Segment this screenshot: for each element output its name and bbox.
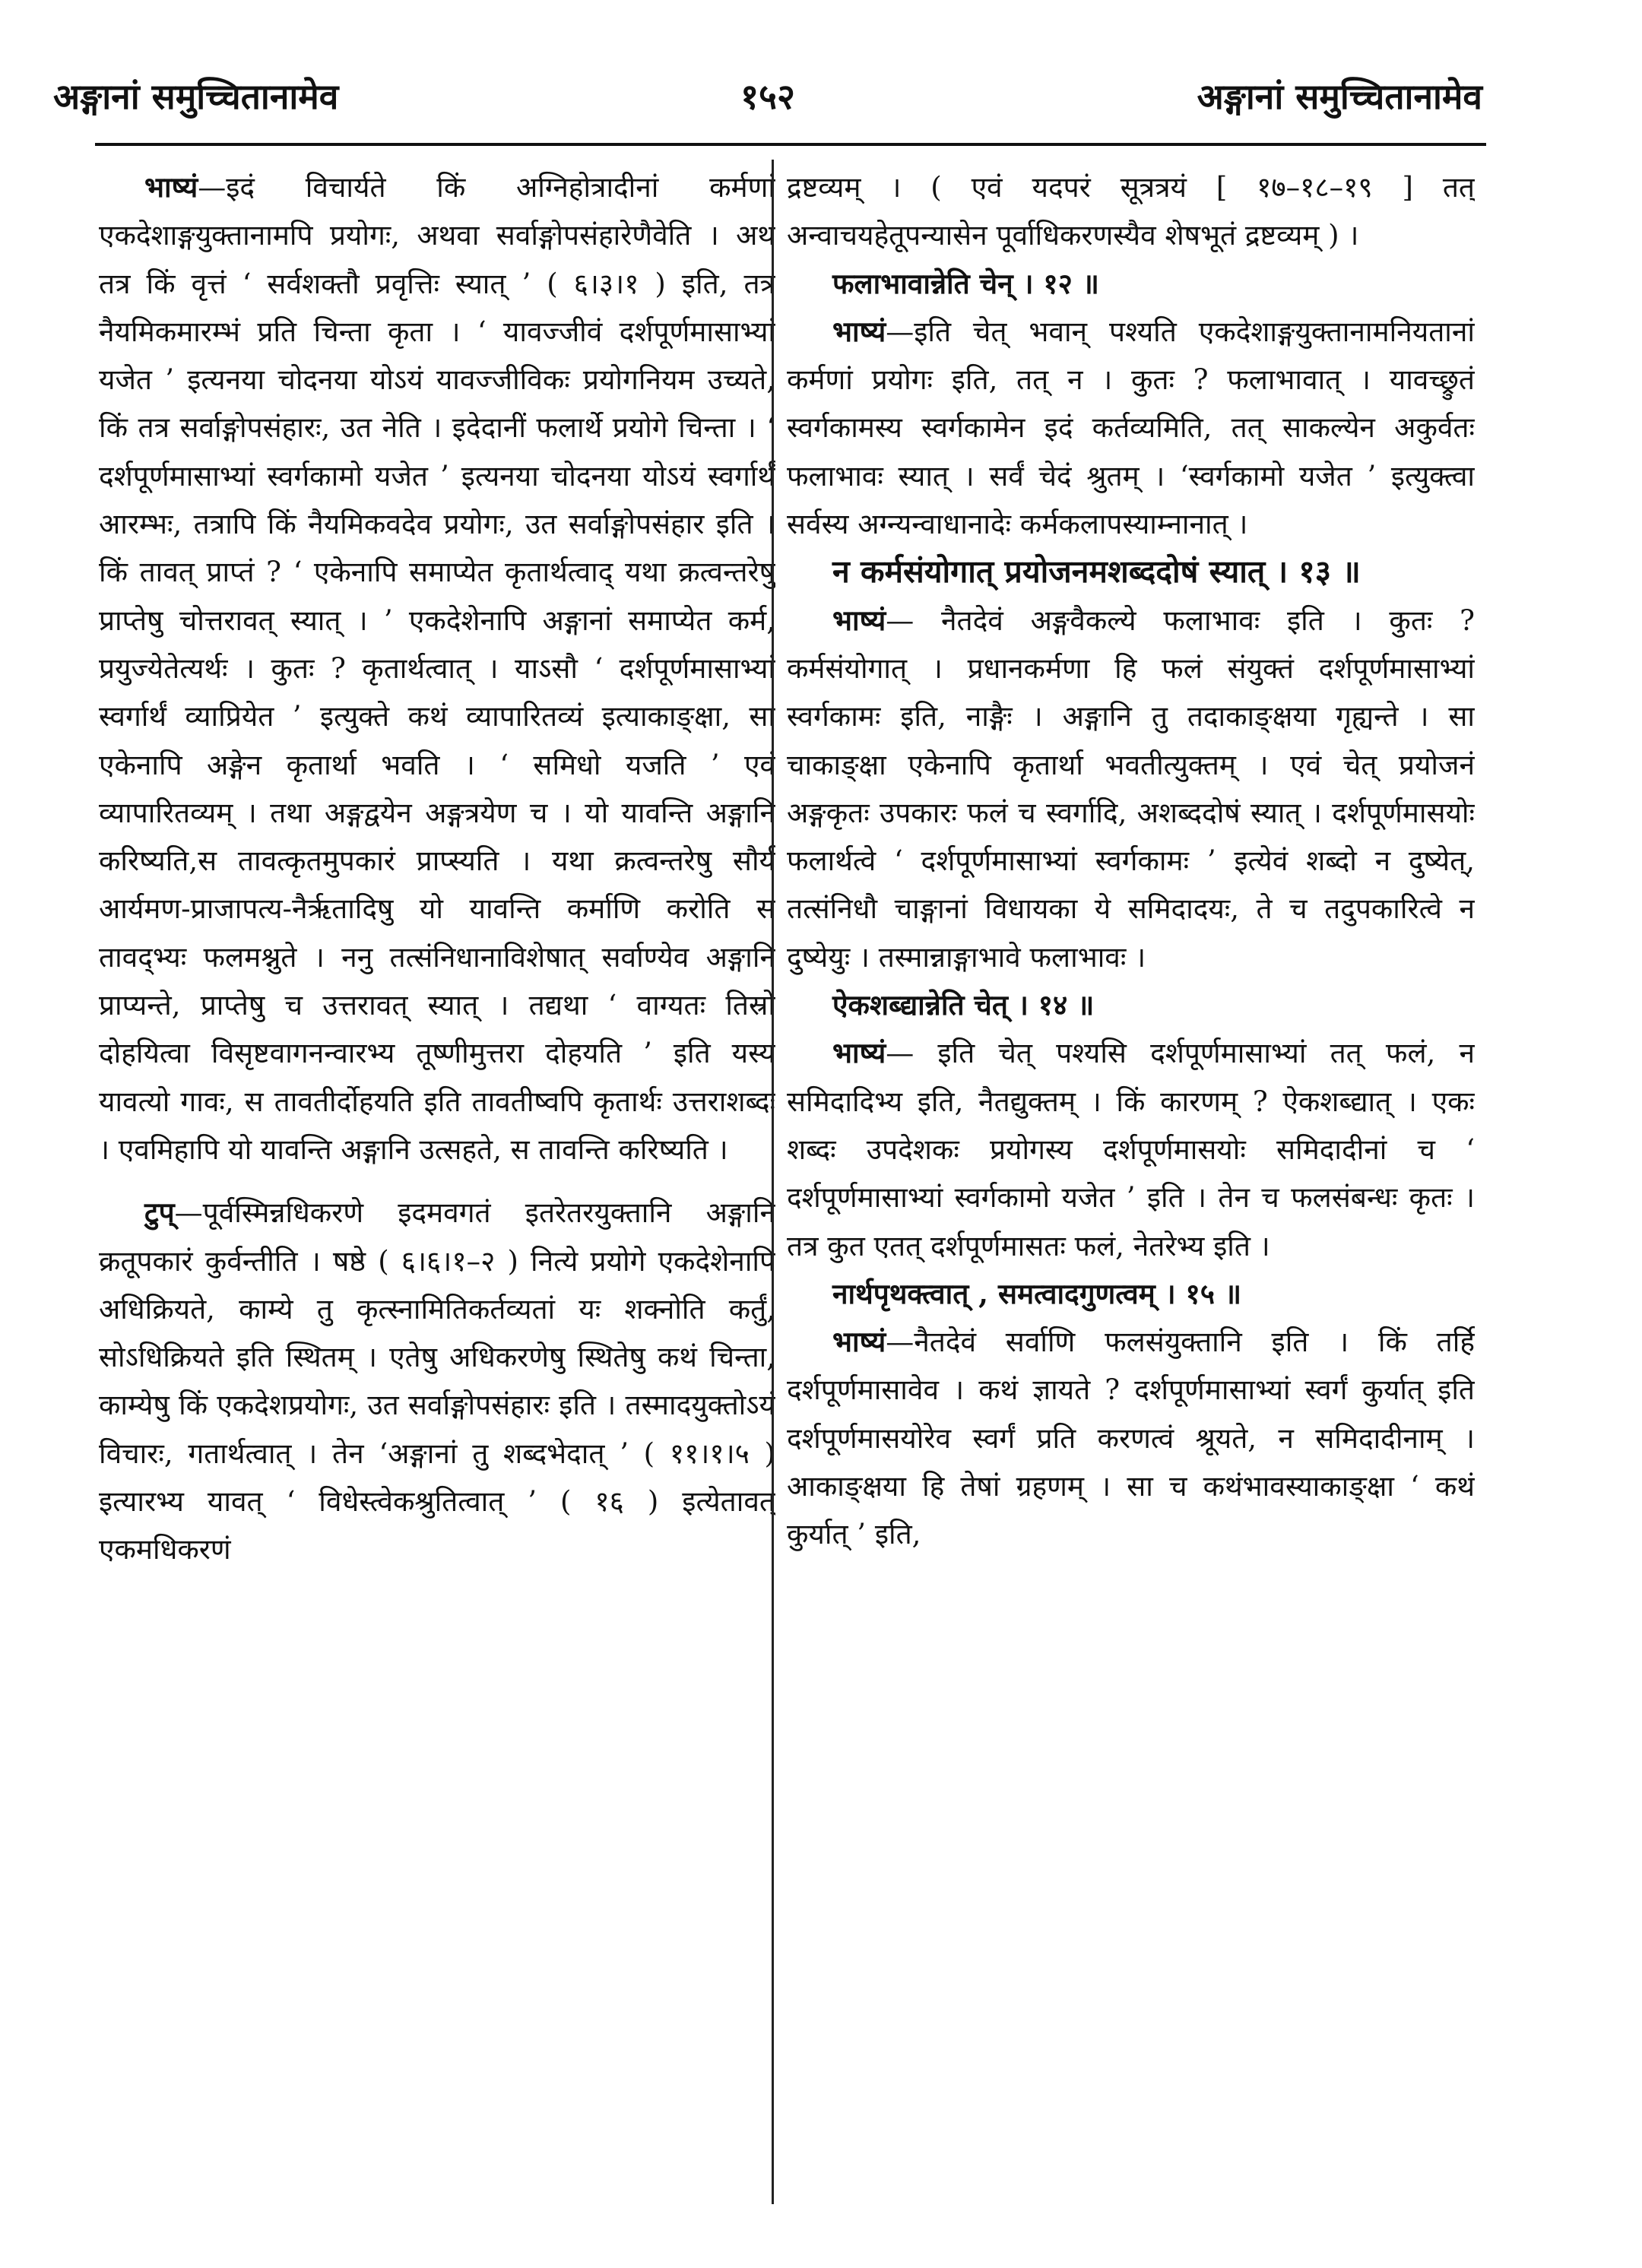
bhashya-label: भाष्यं (144, 170, 198, 204)
bhashya-13 (787, 597, 1475, 981)
bhashya-14 (787, 1029, 1475, 1269)
bhashya-text: —नैतदेवं सर्वाणि फलसंयुक्तानि इति । किं तर्हि दर्शपूर्णमासावेव । कथं ज्ञायते ? दर्शपूर्णमासाभ्यां स्वर्गं कुर्यात् इति दर्शपूर्णमासयोरेव स्वर्गं प्रति करणत्वं श्रूयते, न समिदादीनाम् । आकाङ्क्षया हि तेषां ग्रहणम् । सा च कथंभावस्याकाङ्क्षा ‘ कथं कुर्यात् ’ इति, (787, 1326, 1475, 1551)
bhashya-label: भाष्यं (832, 1325, 886, 1359)
column-divider (772, 160, 774, 2204)
bhashya-label: भाष्यं (832, 314, 886, 348)
bhashya-paragraph (99, 163, 775, 1174)
sutra-13: न कर्मसंयोगात् प्रयोजनमशब्ददोषं स्यात् । १३ ॥ (832, 553, 1361, 591)
bhashya-12 (787, 308, 1475, 548)
left-column (99, 163, 775, 2208)
bhashya-text: —इदं विचार्यते किं अग्निहोत्रादीनां कर्मणां एकदेशाङ्गयुक्तानामपि प्रयोगः, अथवा सर्वाङ्गोपसंहारेणैवेति । अथ तत्र किं वृत्तं ‘ सर्वशक्तौ प्रवृत्तिः स्यात् ’ ( ६।३।१ ) इति, तत्र नैयमिकमारम्भं प्रति चिन्ता कृता । ‘ यावज्जीवं दर्शपूर्णमासाभ्यां यजेत ’ इत्यनया चोदनया योऽयं यावज्जीविकः प्रयोगनियम उच्यते, किं तत्र सर्वाङ्गोपसंहारः, उत नेति । इदेदानीं फलार्थे प्रयोगे चिन्ता । ‘ दर्शपूर्णमासाभ्यां स्वर्गकामो यजेत ’ इत्यनया चोदनया योऽयं स्वर्गार्थं आरम्भः, तत्रापि किं नैयमिकवदेव प्रयोगः, उत सर्वाङ्गोपसंहार इति । किं तावत् प्राप्तं ? ‘ एकेनापि समाप्येत कृतार्थत्वाद् यथा क्रत्वन्तरेषु प्राप्तेषु चोत्तरावत् स्यात् । ’ एकदेशेनापि अङ्गानां समाप्येत कर्म, प्रयुज्येतेत्यर्थः । कुतः ? कृतार्थत्वात् । याऽसौ ‘ दर्शपूर्णमासाभ्यां स्वर्गार्थं व्याप्रियेत ’ इत्युक्ते कथं व्यापारितव्यं इत्याकाङ्क्षा, सा एकेनापि अङ्गेन कृतार्था भवति । ‘ समिधो यजति ’ एवं व्यापारितव्यम् । तथा अङ्गद्वयेन अङ्गत्रयेण च । यो यावन्ति अङ्गानि करिष्यति,स तावत्कृतमुपकारं प्राप्स्यति । यथा क्रत्वन्तरेषु सौर्य आर्यमण-प्राजापत्य-नैर्ऋतादिषु यो यावन्ति कर्माणि करोति स तावद्भ्यः फलमश्नुते । ननु तत्संनिधानाविशेषात् सर्वाण्येव अङ्गानि प्राप्यन्ते, प्राप्तेषु च उत्तरावत् स्यात् । तद्यथा ‘ वाग्यतः तिस्रो दोहयित्वा विसृष्टवागनन्वारभ्य तूष्णीमुत्तरा दोहयति ’ इति यस्य यावत्यो गावः, स तावतीर्दोहयति इति तावतीष्वपि कृतार्थः उत्तराशब्दः । एवमिहापि यो यावन्ति अङ्गानि उत्सहते, स तावन्ति करिष्यति । (99, 171, 775, 1166)
page-number: १५२ (740, 76, 795, 117)
header-rule (95, 143, 1486, 146)
bhashya-text: —इति चेत् भवान् पश्यति एकदेशाङ्गयुक्तानामनियतानां कर्मणां प्रयोगः इति, तत् न । कुतः ? फलाभावात् । यावच्छ्रुतं स्वर्गकामस्य स्वर्गकामेन इदं कर्तव्यमिति, तत् साकल्येन अकुर्वतः फलाभावः स्यात् । सर्वं चेदं श्रुतम् । ‘स्वर्गकामो यजेत ’ इत्युक्त्वा सर्वस्य अग्न्यन्वाधानादेः कर्मकलापस्याम्नानात् । (787, 315, 1475, 541)
tuptika-label: टुप् (144, 1196, 175, 1230)
bhashya-text: — इति चेत् पश्यसि दर्शपूर्णमासाभ्यां तत् फलं, न समिदादिभ्य इति, नैतद्युक्तम् । किं कारणम् ? ऐकशब्द्यात् । एकः शब्दः उपदेशकः प्रयोगस्य दर्शपूर्णमासयोः समिदादीनां च ‘ दर्शपूर्णमासाभ्यां स्वर्गकामो यजेत ’ इति । तेन च फलसंबन्धः कृतः । तत्र कुत एतत् दर्शपूर्णमासतः फलं, नेतरेभ्य इति । (787, 1037, 1475, 1262)
bhashya-15 (787, 1318, 1475, 1558)
tuptika-text: —पूर्वस्मिन्नधिकरणे इदमवगतं इतरेतरयुक्तानि अङ्गानि क्रतूपकारं कुर्वन्तीति । षष्ठे ( ६।६।१–२ ) नित्ये प्रयोगे एकदेशेनापि अधिक्रियते, काम्ये तु कृत्स्नामितिकर्तव्यतां यः शक्नोति कर्तुं, सोऽधिक्रियते इति स्थितम् । एतेषु अधिकरणेषु स्थितेषु कथं चिन्ता, काम्येषु किं एकदेशप्रयोगः, उत सर्वाङ्गोपसंहारः इति । तस्मादयुक्तोऽयं विचारः, गतार्थत्वात् । तेन ‘अङ्गानां तु शब्दभेदात् ’ ( ११।१।५ ) इत्यारभ्य यावत् ‘ विधेस्त्वेकश्रुतित्वात् ’ ( १६ ) इत्येतावत् एकमधिकरणं (99, 1196, 775, 1566)
sutra-14: ऐकशब्द्यान्नेति चेत् । १४ ॥ (832, 988, 1095, 1022)
continuation-paragraph: द्रष्टव्यम् । ( एवं यदपरं सूत्रत्रयं [ १७–१८–१९ ] तत् अन्वाचयहेतूपन्यासेन पूर्वाधिकरणस्यैव शेषभूतं द्रष्टव्यम् ) । (787, 171, 1475, 252)
tuptika-paragraph (99, 1189, 775, 1573)
bhashya-label: भाष्यं (832, 1036, 886, 1070)
sutra-15: नार्थपृथक्त्वात् , समत्वादगुणत्वम् । १५ ॥ (832, 1276, 1242, 1310)
header-left-title: अङ्गानां समुच्चितानामेव (53, 76, 339, 117)
header-right-title: अङ्गानां समुच्चितानामेव (1197, 76, 1482, 117)
bhashya-text: — नैतदेवं अङ्गवैकल्ये फलाभावः इति । कुतः ? कर्मसंयोगात् । प्रधानकर्मणा हि फलं संयुक्तं दर्शपूर्णमासाभ्यां स्वर्गकामः इति, नाङ्गैः । अङ्गानि तु तदाकाङ्क्षया गृह्यन्ते । सा चाकाङ्क्षा एकेनापि कृतार्था भवतीत्युक्तम् । एवं चेत् प्रयोजनं अङ्गकृतः उपकारः फलं च स्वर्गादि, अशब्ददोषं स्यात् । दर्शपूर्णमासयोः फलार्थत्वे ‘ दर्शपूर्णमासाभ्यां स्वर्गकामः ’ इत्येवं शब्दो न दुष्येत्, तत्संनिधौ चाङ्गानां विधायका ये समिदादयः, ते च तदुपकारित्वे न दुष्येयुः । तस्मान्नाङ्गाभावे फलाभावः । (787, 603, 1475, 974)
sutra-12: फलाभावान्नेति चेन् । १२ ॥ (832, 266, 1099, 300)
right-column (787, 163, 1475, 2208)
running-header (53, 72, 1482, 133)
bhashya-label: भाष्यं (832, 603, 886, 637)
